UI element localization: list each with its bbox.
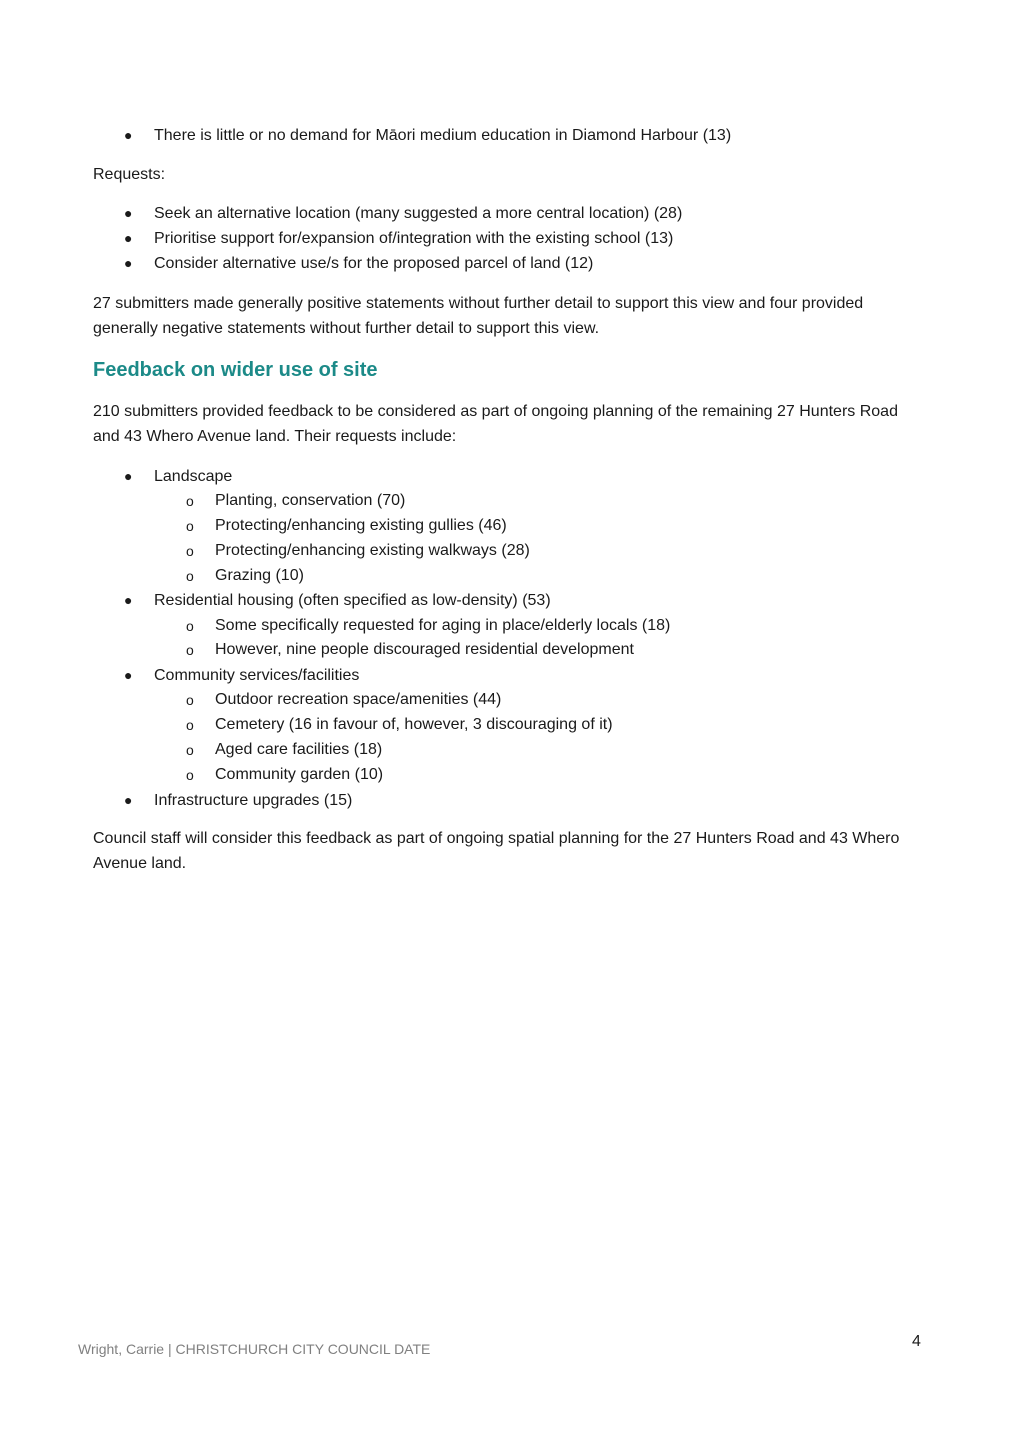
list-item-text: Landscape bbox=[154, 468, 233, 485]
list-item-text: Seek an alternative location (many suggested a more central location) (28) bbox=[154, 205, 683, 222]
summary-paragraph-block bbox=[93, 291, 893, 341]
list-item-residential bbox=[93, 588, 933, 663]
bullet-marker: ● bbox=[124, 667, 133, 684]
list-item-text: Community services/facilities bbox=[154, 667, 360, 685]
list-item-landscape bbox=[93, 464, 933, 588]
list-item-infrastructure bbox=[93, 788, 933, 813]
closing-paragraph-block bbox=[93, 826, 923, 876]
sub-list-item-text: Some specifically requested for aging in place/elderly locals (18) bbox=[215, 616, 671, 634]
sub-bullet-marker: o bbox=[186, 717, 194, 734]
bullet-marker: ● bbox=[124, 127, 133, 143]
list-item bbox=[93, 226, 933, 251]
list-item-text: Consider alternative use/s for the proposed parcel of land (12) bbox=[154, 255, 594, 273]
sub-list-item-text: Outdoor recreation space/amenities (44) bbox=[215, 691, 502, 709]
sub-bullet-marker: o bbox=[186, 542, 194, 559]
sub-list-item bbox=[154, 688, 933, 713]
sub-list-item-text: Aged care facilities (18) bbox=[215, 740, 383, 758]
section-intro-block bbox=[93, 399, 923, 449]
page-number: 4 bbox=[912, 1333, 921, 1350]
intro-list bbox=[93, 123, 933, 148]
summary-paragraph: 27 submitters made generally positive statements without further detail to support this view and four provided generally negative statements without further detail to support this view. bbox=[93, 295, 864, 337]
bullet-marker: ● bbox=[124, 205, 133, 221]
sub-bullet-marker: o bbox=[186, 493, 194, 510]
list-item-text: Prioritise support for/expansion of/integration with the existing school (13) bbox=[154, 230, 674, 248]
sub-bullet-marker: o bbox=[186, 617, 194, 634]
requests-label-block bbox=[93, 162, 933, 187]
sub-list-item bbox=[154, 763, 933, 788]
sub-list-item bbox=[154, 638, 933, 663]
requests-list bbox=[93, 201, 933, 277]
section-intro: 210 submitters provided feedback to be considered as part of ongoing planning of the remaining 27 Hunters Road and 43 Whero Avenue land. Their requests include: bbox=[93, 403, 898, 445]
list-item bbox=[93, 201, 933, 226]
intro-list-block bbox=[93, 123, 933, 148]
sub-list-item-text: Protecting/enhancing existing gullies (46) bbox=[215, 517, 507, 534]
bullet-marker: ● bbox=[124, 468, 133, 484]
list-item-community bbox=[93, 663, 933, 787]
sub-bullet-marker: o bbox=[186, 642, 194, 659]
sub-list-item-text: Cemetery (16 in favour of, however, 3 discouraging of it) bbox=[215, 716, 613, 734]
sub-list-item-text: Grazing (10) bbox=[215, 566, 304, 584]
sub-bullet-marker: o bbox=[186, 766, 194, 783]
sub-list-item bbox=[154, 489, 933, 514]
wider-use-list bbox=[93, 464, 933, 813]
sub-list-item-text: Community garden (10) bbox=[215, 765, 384, 783]
list-item-text: There is little or no demand for Māori medium education in Diamond Harbour (13) bbox=[154, 127, 732, 144]
sub-list-item bbox=[154, 614, 933, 639]
bullet-marker: ● bbox=[124, 230, 133, 247]
bullet-marker: ● bbox=[124, 255, 133, 272]
landscape-sub-list bbox=[154, 489, 933, 588]
footer-author-line: Wright, Carrie | CHRISTCHURCH CITY COUNCIL DATE bbox=[78, 1341, 431, 1357]
wider-use-list-block bbox=[93, 464, 933, 813]
list-item bbox=[93, 251, 933, 276]
sub-list-item bbox=[154, 738, 933, 763]
sub-list-item bbox=[154, 564, 933, 589]
sub-list-item bbox=[154, 539, 933, 564]
sub-list-item-text: Planting, conservation (70) bbox=[215, 492, 406, 510]
sub-list-item-text: Protecting/enhancing existing walkways (28) bbox=[215, 541, 530, 559]
sub-list-item bbox=[154, 514, 933, 539]
closing-paragraph: Council staff will consider this feedback as part of ongoing spatial planning for the 27 Hunters Road and 43 Whero Avenue land. bbox=[93, 830, 900, 872]
sub-list-item-text: However, nine people discouraged residential development bbox=[215, 641, 634, 659]
section-heading: Feedback on wider use of site bbox=[93, 359, 378, 381]
sub-bullet-marker: o bbox=[186, 518, 194, 534]
requests-list-block bbox=[93, 201, 933, 277]
sub-bullet-marker: o bbox=[186, 741, 194, 758]
bullet-marker: ● bbox=[124, 791, 133, 808]
list-item bbox=[93, 123, 933, 148]
sub-bullet-marker: o bbox=[186, 692, 194, 709]
sub-list-item bbox=[154, 713, 933, 738]
list-item-text: Residential housing (often specified as low-density) (53) bbox=[154, 592, 551, 610]
residential-sub-list bbox=[154, 614, 933, 664]
community-sub-list bbox=[154, 688, 933, 787]
bullet-marker: ● bbox=[124, 592, 133, 609]
requests-label: Requests: bbox=[93, 166, 166, 183]
sub-bullet-marker: o bbox=[186, 567, 194, 584]
list-item-text: Infrastructure upgrades (15) bbox=[154, 791, 353, 809]
